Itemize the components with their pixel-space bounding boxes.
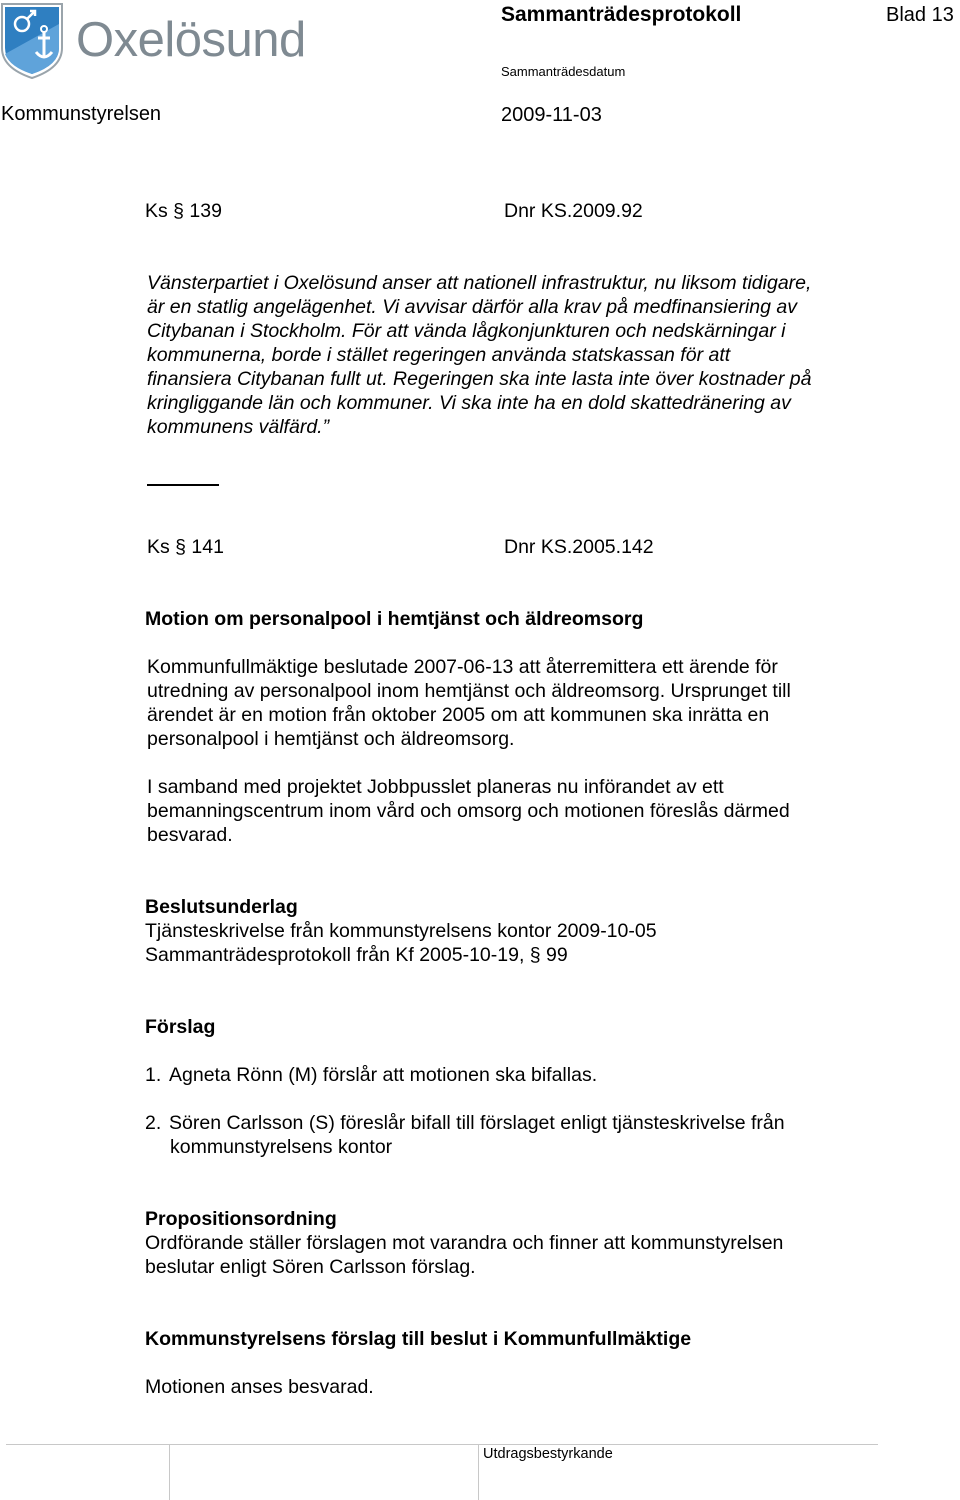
text-line: Kommunfullmäktige beslutade 2007-06-13 att återremittera ett ärende för (147, 656, 778, 678)
text-line: I samband med projektet Jobbpusslet planeras nu införandet av ett (147, 776, 724, 798)
case-paragraph-number: Ks § 139 (145, 200, 222, 222)
meeting-date: 2009-11-03 (501, 104, 602, 126)
text-line: beslutar enligt Sören Carlsson förslag. (145, 1256, 476, 1278)
list-text: Sören Carlsson (S) föreslår bifall till förslaget enligt tjänsteskrivelse från (169, 1112, 785, 1134)
background-paragraph (147, 655, 907, 751)
text-line: är en statlig angelägenhet. Vi avvisar därför alla krav på medfinansiering av (147, 296, 798, 318)
text-line: kommunens välfärd.” (147, 416, 330, 438)
case-paragraph-number: Ks § 141 (147, 536, 224, 558)
document-title: Sammanträdesprotokoll (501, 3, 742, 26)
page-number: Blad 13 (886, 4, 954, 26)
case-diary-number: Dnr KS.2009.92 (504, 200, 643, 222)
propositionsordning-heading: Propositionsordning (145, 1208, 337, 1230)
beslutsunderlag-heading: Beslutsunderlag (145, 896, 298, 918)
footer-column-divider (169, 1444, 170, 1500)
committee-name: Kommunstyrelsen (1, 103, 162, 125)
forslag-heading: Förslag (145, 1016, 216, 1038)
forslag-item (145, 1063, 905, 1087)
decision-heading: Kommunstyrelsens förslag till beslut i Kommunfullmäktige (145, 1328, 692, 1350)
footer-certification-label: Utdragsbestyrkande (483, 1446, 613, 1462)
text-line: kommunerna, borde i stället regeringen använda statskassan för att (147, 344, 731, 366)
section-divider (147, 484, 219, 486)
case-heading: Motion om personalpool i hemtjänst och äldreomsorg (145, 608, 644, 630)
decision-text: Motionen anses besvarad. (145, 1376, 374, 1398)
beslutsunderlag-list (145, 919, 905, 967)
text-line: bemanningscentrum inom vård och omsorg och motionen föreslås därmed (147, 800, 790, 822)
municipality-logo (0, 2, 340, 80)
logo-wordmark: Oxelösund (76, 13, 306, 67)
list-text: Agneta Rönn (M) förslår att motionen ska bifallas. (169, 1064, 598, 1086)
case-diary-number: Dnr KS.2005.142 (504, 536, 654, 558)
propositionsordning-text (145, 1231, 905, 1279)
text-line: Tjänsteskrivelse från kommunstyrelsens kontor 2009-10-05 (145, 920, 657, 942)
list-number: 1. (145, 1064, 162, 1086)
text-line: Citybanan i Stockholm. För att vända lågkonjunkturen och nedskärningar i (147, 320, 786, 342)
text-line: Ordförande ställer förslagen mot varandra och finner att kommunstyrelsen (145, 1232, 784, 1254)
text-line: kringliggande län och kommuner. Vi ska inte ha en dold skattedränering av (147, 392, 791, 414)
quoted-statement (147, 271, 907, 439)
text-line: Sammanträdesprotokoll från Kf 2005-10-19, § 99 (145, 944, 568, 966)
footer-column-divider (478, 1444, 479, 1500)
text-line: utredning av personalpool inom hemtjänst och äldreomsorg. Ursprunget till (147, 680, 791, 702)
proposal-paragraph (147, 775, 907, 847)
coat-of-arms-icon (0, 2, 64, 80)
text-line: Vänsterpartiet i Oxelösund anser att nationell infrastruktur, nu liksom tidigare, (147, 272, 812, 294)
list-text-continued: kommunstyrelsens kontor (170, 1136, 393, 1158)
text-line: personalpool i hemtjänst och äldreomsorg. (147, 728, 515, 750)
meeting-date-label: Sammanträdesdatum (501, 64, 626, 79)
text-line: finansiera Citybanan fullt ut. Regeringen ska inte lasta inte över kostnader på (147, 368, 812, 390)
list-number: 2. (145, 1112, 162, 1134)
footer-rule (6, 1444, 878, 1445)
text-line: ärendet är en motion från oktober 2005 om att kommunen ska inrätta en (147, 704, 770, 726)
forslag-item (145, 1111, 905, 1159)
text-line: besvarad. (147, 824, 233, 846)
